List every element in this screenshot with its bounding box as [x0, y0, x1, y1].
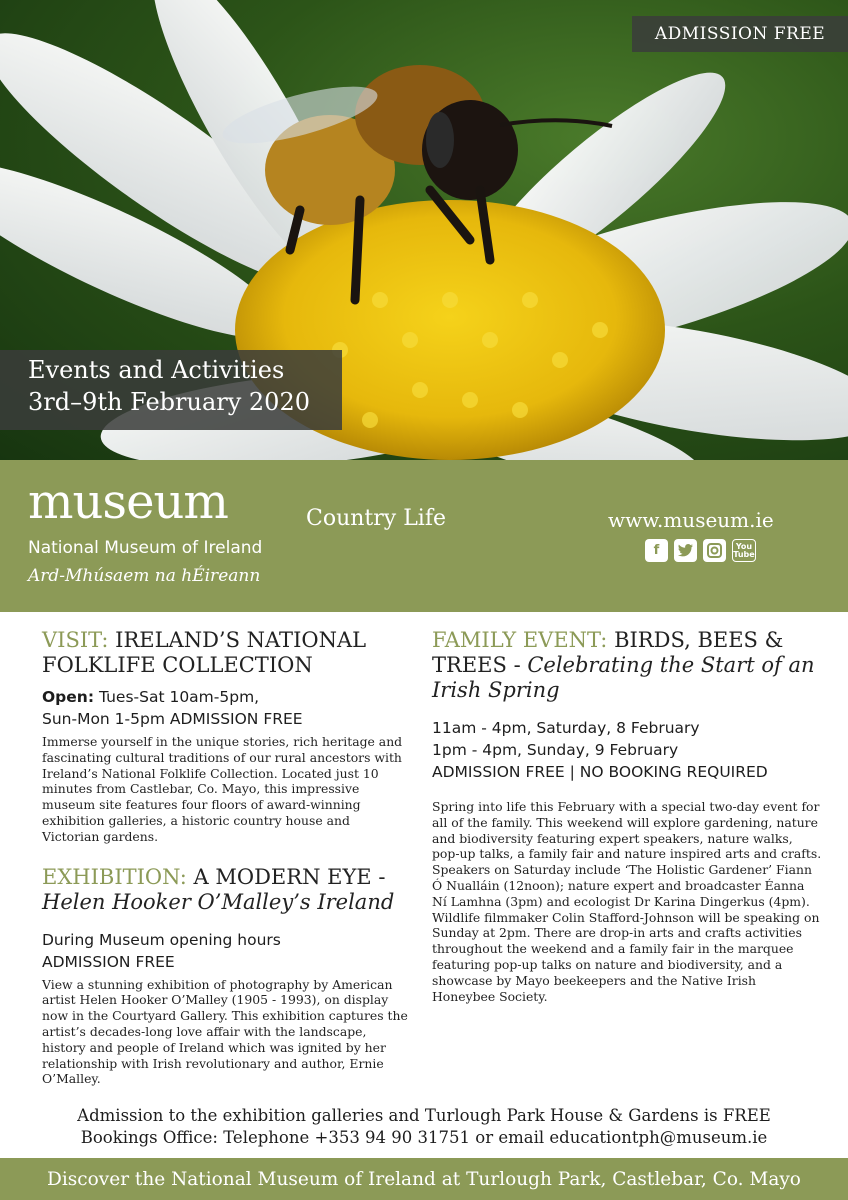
exhibition-hours-line2: ADMISSION FREE [42, 952, 175, 971]
hero-photo [0, 0, 848, 460]
exhibition-heading [42, 865, 408, 915]
instagram-icon[interactable] [703, 539, 726, 562]
footer-info [0, 1105, 848, 1149]
museum-logo: museum [28, 474, 228, 530]
events-date-box [0, 350, 342, 430]
footer-admission-line: Admission to the exhibition galleries and Turlough Park House & Gardens is FREE [77, 1106, 771, 1125]
exhibition-title: A MODERN EYE - [193, 864, 386, 889]
family-time-line3: ADMISSION FREE | NO BOOKING REQUIRED [432, 763, 768, 781]
family-subtitle: Celebrating the Start of an Irish Spring [432, 653, 815, 702]
exhibition-hours-line1: During Museum opening hours [42, 930, 281, 949]
visit-heading [42, 628, 408, 678]
exhibition-description: View a stunning exhibition of photography by American artist Helen Hooker O’Malley (1905 - 1993), on display now in the Courtyard Gallery. This exhibition captures the artist’s decades-long love affair with the landscape, history and people of Ireland which was ignited by her relationship with Irish revolutionary and author, Ernie O’Malley. [42, 976, 408, 1087]
admission-free-badge: ADMISSION FREE [632, 16, 848, 52]
logo-english-name: National Museum of Ireland [28, 538, 263, 558]
bottom-banner: Discover the National Museum of Ireland at Turlough Park, Castlebar, Co. Mayo [0, 1158, 848, 1200]
exhibition-subtitle: Helen Hooker O’Malley’s Ireland [42, 889, 395, 914]
site-name: Country Life [306, 506, 447, 531]
website-link[interactable]: www.museum.ie [608, 508, 774, 532]
footer-bookings-line: Bookings Office: Telephone +353 94 90 31751 or email educationtph@museum.ie [80, 1128, 768, 1147]
social-icons [645, 539, 756, 562]
family-times [432, 717, 822, 783]
family-heading: FAMILY EVENT: BIRDS, BEES & TREES - Celebrating the Start of an Irish Spring [432, 628, 815, 702]
events-dates: 3rd–9th February 2020 [28, 388, 310, 416]
visit-label: VISIT: [42, 628, 109, 652]
left-column [42, 628, 408, 1087]
family-time-line2: 1pm - 4pm, Sunday, 9 February [432, 741, 679, 759]
facebook-icon[interactable]: f [645, 539, 668, 562]
visit-opening-hours [42, 686, 408, 730]
open-label: Open: [42, 688, 95, 706]
family-label: FAMILY EVENT: [432, 628, 608, 652]
right-column [432, 628, 822, 1004]
open-hours-line2: Sun-Mon 1-5pm ADMISSION FREE [42, 710, 303, 728]
open-hours-line1: Tues-Sat 10am-5pm, [98, 688, 260, 706]
family-description: Spring into life this February with a special two-day event for all of the family. This weekend will explore gardening, nature and biodiversity featuring expert speakers, nature walks, pop-up talks, a family fair and nature inspired arts and crafts. Speakers on Saturday include ‘The Holistic Gardener’ Fiann Ó Nualláin (12noon); nature expert and broadcaster Éanna Ní Lamhna (3pm) and ecologist Dr Karina Dingerkus (4pm). Wildlife filmmaker Colin Stafford-Johnson will be speaking on Sunday at 2pm. There are drop-in arts and crafts activities throughout the weekend and a family fair in the marquee featuring pop-up talks on nature and biodiversity, and a showcase by Mayo beekeepers and the Native Irish Honeybee Society. [432, 799, 822, 1004]
family-title: BIRDS, BEES & TREES [432, 628, 784, 677]
logo-irish-name: Ard-Mhúsaem na hÉireann [28, 566, 261, 586]
youtube-icon[interactable]: You Tube [732, 539, 756, 562]
visit-title: IRELAND’S NATIONAL FOLKLIFE COLLECTION [42, 628, 367, 677]
visit-description: Immerse yourself in the unique stories, rich heritage and fascinating cultural traditions of our rural ancestors with Ireland’s National Folklife Collection. Located just 10 minutes from Castlebar, Co. Mayo, this impressive museum site features four floors of award-winning exhibition galleries, a historic country house and Victorian gardens. [42, 734, 403, 844]
twitter-icon[interactable] [674, 539, 697, 562]
exhibition-label: EXHIBITION: [42, 864, 187, 889]
exhibition-hours [42, 929, 408, 973]
events-title: Events and Activities [28, 356, 285, 384]
family-time-line1: 11am - 4pm, Saturday, 8 February [432, 719, 700, 737]
